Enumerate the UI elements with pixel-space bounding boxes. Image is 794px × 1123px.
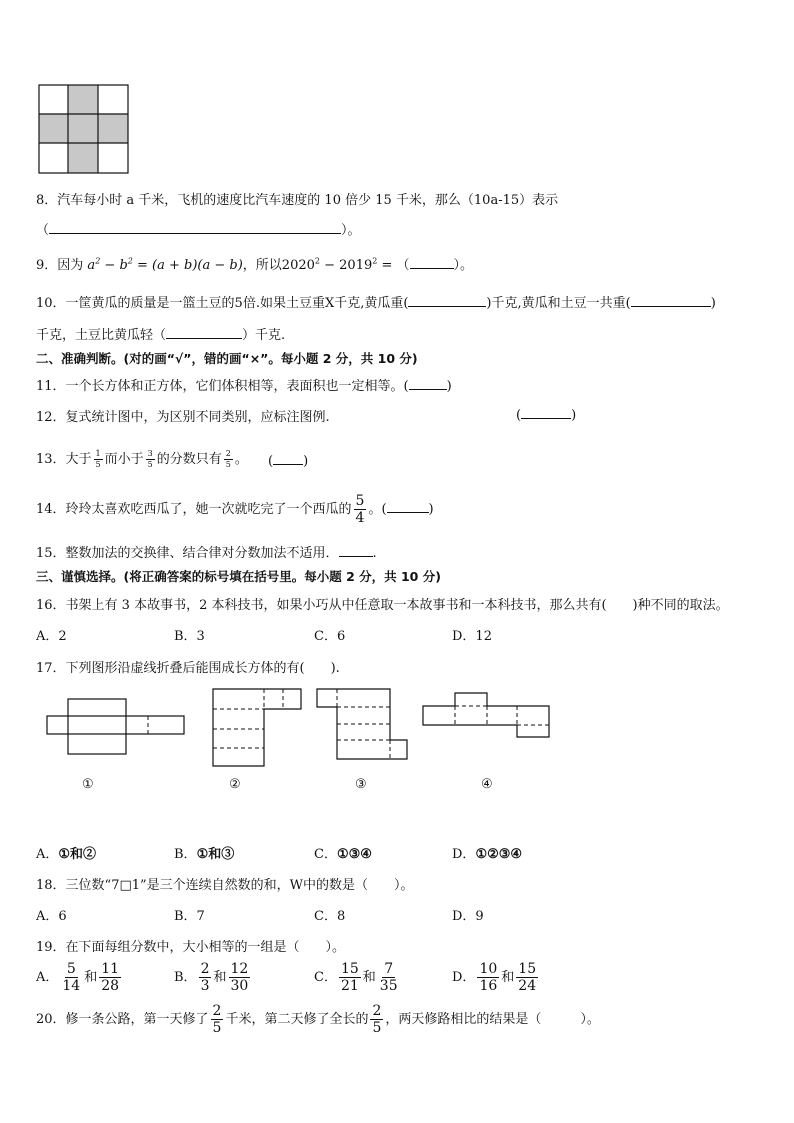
answer-blank[interactable] <box>387 500 429 513</box>
question-18: 18．三位数“7□1”是三个连续自然数的和，W中的数是（ ）。 <box>36 878 414 893</box>
option-c[interactable]: C．8 <box>314 909 346 924</box>
option-c[interactable]: C． $\frac{15}{21}$ 和 $\frac{7}{35}$ <box>314 961 398 994</box>
question-19: 19．在下面每组分数中，大小相等的一组是（ ）。 <box>36 940 346 955</box>
net-figure-3 <box>316 688 410 768</box>
answer-blank[interactable] <box>409 377 447 390</box>
section-2-title: 二、准确判断。(对的画“√”，错的画“×”。每小题 2 分，共 10 分) <box>36 351 418 366</box>
option-a[interactable]: A．2 <box>36 629 67 644</box>
answer-blank[interactable] <box>339 544 373 557</box>
fraction: $\frac{2}{5}$ <box>372 1003 382 1036</box>
question-15: 15．整数加法的交换律、结合律对分数加法不适用． . <box>36 546 377 561</box>
question-20: 20．修一条公路，第一天修了 $\frac{2}{5}$ 千米，第二天修了全长的 $\frac{2}{5}$ ，两天修路相比的结果是（ ）。 <box>36 1003 600 1036</box>
fraction: $\frac{2}{5}$ <box>212 1003 222 1036</box>
question-9: 9．因为 $a^2 - b^2 = (a + b)(a - b)$，所以$2020^2 - 2019^2$ = （ ）。 <box>36 256 474 273</box>
option-b[interactable]: B． $\frac{2}{3}$ 和 $\frac{12}{30}$ <box>174 961 249 994</box>
question-10-line2: 千克，土豆比黄瓜轻（ ）千克. <box>36 328 286 343</box>
question-12-answer: ( ) <box>516 408 577 423</box>
fraction: $\frac{5}{4}$ <box>355 493 365 526</box>
grid-cell-shaded <box>68 85 98 114</box>
grid-cell-shaded <box>98 114 128 143</box>
net-figure-1 <box>46 698 186 756</box>
option-b[interactable]: B．3 <box>174 629 205 644</box>
section-3-title: 三、谨慎选择。(将正确答案的标号填在括号里。每小题 2 分，共 10 分) <box>36 569 441 584</box>
option-b[interactable]: B．7 <box>174 909 205 924</box>
grid-cell-shaded <box>68 114 98 143</box>
formula: $a^2 - b^2 = (a + b)(a - b)$ <box>87 256 243 273</box>
net-label-3: ③ <box>355 777 367 792</box>
answer-blank[interactable] <box>273 452 303 465</box>
question-13-answer: ( ) <box>268 454 309 469</box>
option-d[interactable]: D．12 <box>452 629 492 644</box>
option-a[interactable]: A．6 <box>36 909 67 924</box>
question-19-options <box>36 962 756 1002</box>
answer-blank[interactable] <box>408 294 486 307</box>
option-d[interactable]: D．9 <box>452 909 484 924</box>
question-8-text: 8．汽车每小时 a 千米，飞机的速度比汽车速度的 10 倍少 15 千米，那么（10a-15）表示 <box>36 193 559 208</box>
option-a[interactable]: A．①和② <box>36 847 97 862</box>
question-14: 14．玲玲太喜欢吃西瓜了，她一次就吃完了一个西瓜的 $\frac{5}{4}$ 。( ) <box>36 493 434 526</box>
option-c[interactable]: C．6 <box>314 629 346 644</box>
fraction: $\frac{2}{5}$ <box>225 449 231 469</box>
question-11: 11．一个长方体和正方体，它们体积相等，表面积也一定相等。( ) <box>36 379 452 394</box>
net-label-2: ② <box>229 777 241 792</box>
fraction: $\frac{3}{5}$ <box>147 449 153 469</box>
question-8-answer-line: （ ）。 <box>36 223 361 238</box>
net-label-4: ④ <box>481 777 493 792</box>
grid-cell-shaded <box>68 143 98 173</box>
net-figure-2 <box>212 688 304 768</box>
option-d[interactable]: D． $\frac{10}{16}$ 和 $\frac{15}{24}$ <box>452 961 537 994</box>
option-a[interactable]: A． $\frac{5}{14}$ 和 $\frac{11}{28}$ <box>36 961 120 994</box>
answer-blank[interactable] <box>410 256 454 269</box>
fraction: $\frac{1}{5}$ <box>95 449 101 469</box>
question-13: 13．大于 $\frac{1}{5}$ 而小于 $\frac{3}{5}$ 的分数只有 $\frac{2}{5}$ 。 <box>36 449 248 469</box>
grid-cell-shaded <box>39 114 69 143</box>
answer-blank[interactable] <box>521 406 571 419</box>
answer-blank[interactable] <box>166 326 242 339</box>
net-figure-4 <box>422 690 552 740</box>
answer-blank[interactable] <box>49 221 341 234</box>
grid-figure <box>38 84 130 174</box>
net-label-1: ① <box>82 777 94 792</box>
option-b[interactable]: B．①和③ <box>174 847 235 862</box>
option-d[interactable]: D．①②③④ <box>452 847 523 862</box>
question-12: 12．复式统计图中，为区别不同类别，应标注图例. <box>36 410 330 425</box>
answer-blank[interactable] <box>631 294 711 307</box>
question-16: 16．书架上有 3 本故事书，2 本科技书，如果小巧从中任意取一本故事书和一本科技书，那么共有( )种不同的取法。 <box>36 598 729 613</box>
question-17: 17．下列图形沿虚线折叠后能围成长方体的有( ). <box>36 661 340 676</box>
option-c[interactable]: C．①③④ <box>314 847 372 862</box>
question-10-line1: 10．一筐黄瓜的质量是一篮土豆的5倍.如果土豆重X千克,黄瓜重( )千克,黄瓜和土豆一共重( ) <box>36 296 716 311</box>
question-8 <box>36 189 558 208</box>
